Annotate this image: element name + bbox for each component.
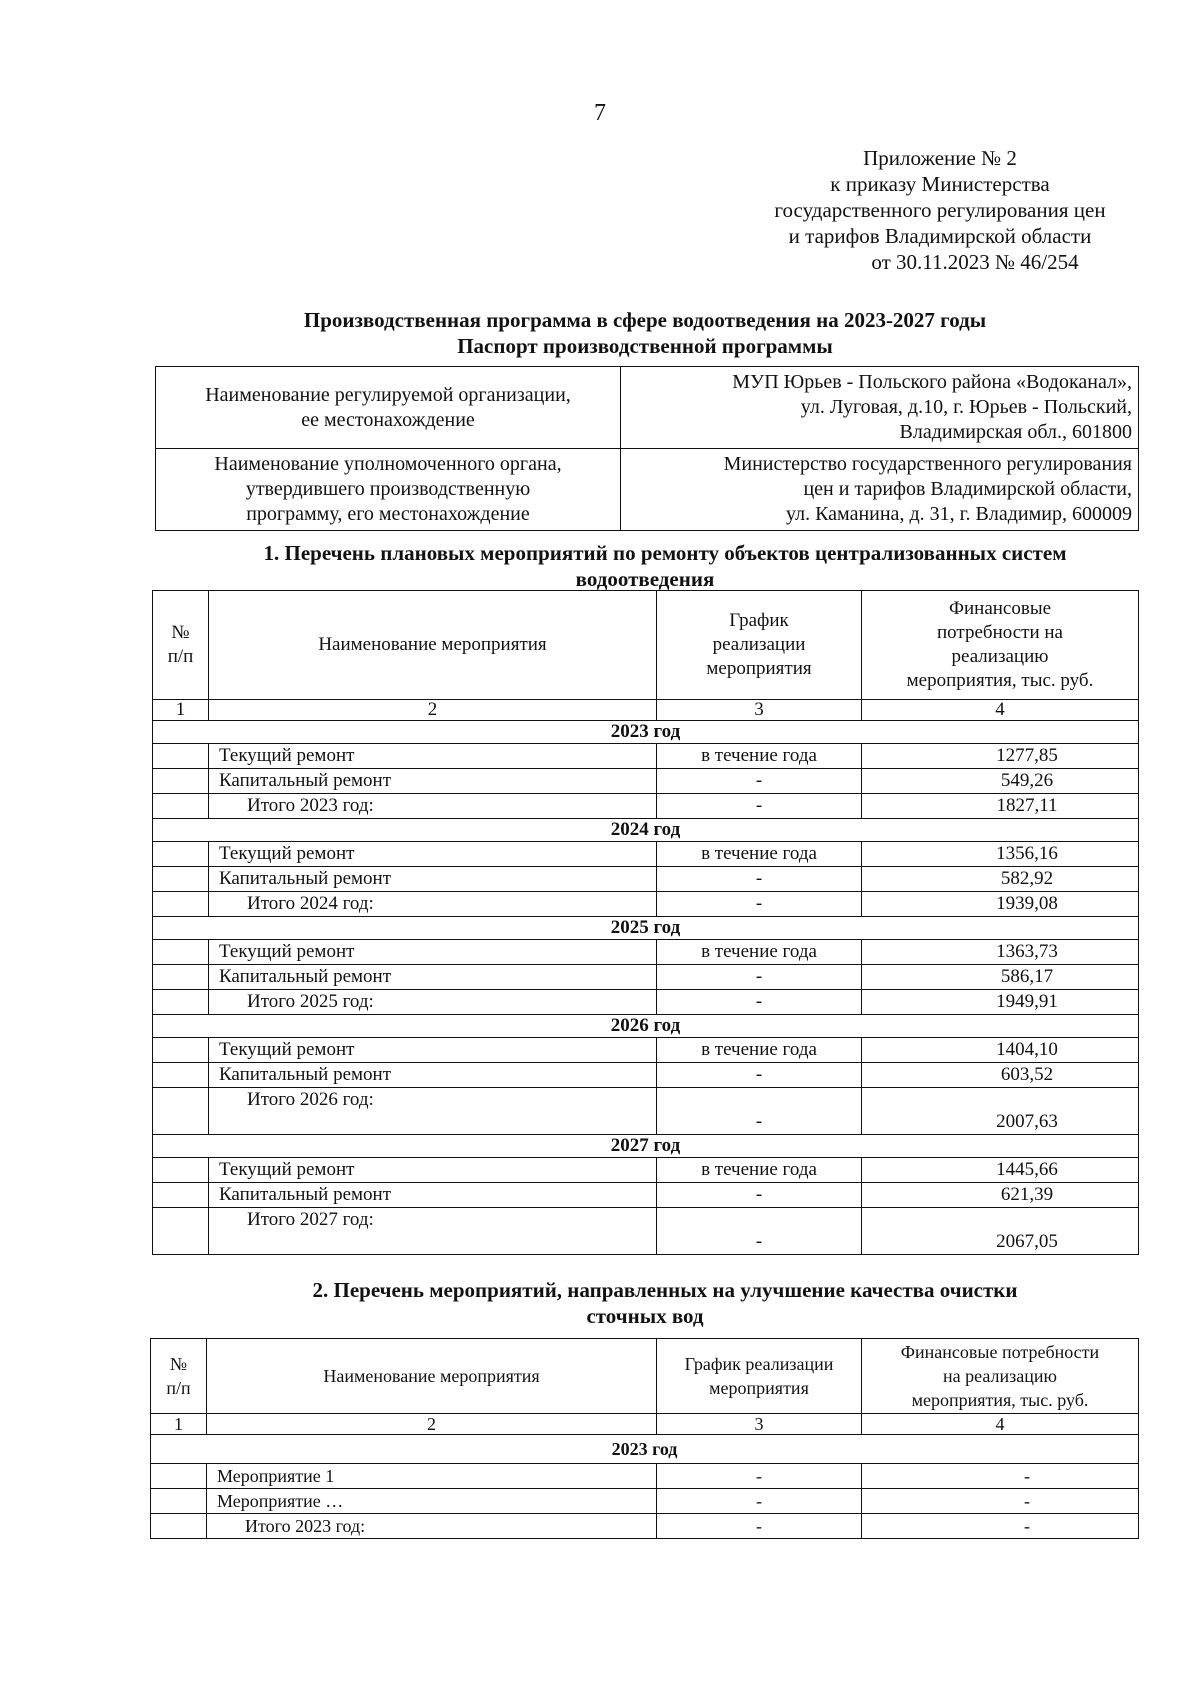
year-label: 2027 год <box>153 1135 1139 1158</box>
passport-label-line: ее местонахождение <box>301 408 475 431</box>
cell-schedule: в течение года <box>657 1038 862 1063</box>
cell-schedule: - <box>657 1063 862 1088</box>
cell-schedule: в течение года <box>657 940 862 965</box>
cell-num <box>151 1464 207 1489</box>
header-text: реализации <box>712 634 806 655</box>
section-1-title <box>150 540 1140 592</box>
cell-value: 586,17 <box>862 965 1139 990</box>
cell-schedule: - <box>657 892 862 917</box>
cell-schedule: - <box>657 1464 862 1489</box>
passport-value <box>621 449 1139 531</box>
passport-row-organization <box>156 367 1139 449</box>
cell-num <box>153 842 209 867</box>
year-row <box>153 819 1139 842</box>
cell-schedule: в течение года <box>657 1158 862 1183</box>
cell-num <box>153 1038 209 1063</box>
cell-value: 1356,16 <box>862 842 1139 867</box>
column-number-row <box>153 700 1139 721</box>
cleaning-measures-table <box>150 1338 1139 1539</box>
cell-value: - <box>862 1464 1139 1489</box>
cell-value: 582,92 <box>862 867 1139 892</box>
cell-name: Мероприятие 1 <box>207 1464 657 1489</box>
table-header-row <box>151 1339 1139 1414</box>
cell-num <box>153 1088 209 1135</box>
cell-value: - <box>862 1514 1139 1539</box>
passport-value-line: цен и тарифов Владимирской области, <box>803 478 1132 500</box>
header-finance <box>862 591 1139 700</box>
header-text: мероприятия, тыс. руб. <box>906 670 1094 691</box>
cell-schedule: - <box>657 1183 862 1208</box>
cell-schedule: - <box>657 1489 862 1514</box>
cell-num <box>153 965 209 990</box>
cell-num <box>153 892 209 917</box>
cell-schedule: в течение года <box>657 744 862 769</box>
cell-name: Капитальный ремонт <box>209 1183 657 1208</box>
document-title <box>150 307 1140 359</box>
annex-line: к приказу Министерства <box>830 172 1050 196</box>
title-line-2: Паспорт производственной программы <box>457 334 833 358</box>
header-text: п/п <box>167 646 194 667</box>
annex-line: и тарифов Владимирской области <box>788 224 1092 248</box>
column-number: 3 <box>657 1414 862 1435</box>
header-text: п/п <box>166 1378 191 1398</box>
cell-value: 2007,63 <box>862 1088 1139 1135</box>
table-row <box>151 1464 1139 1489</box>
cell-value: 1404,10 <box>862 1038 1139 1063</box>
cell-value: 1827,11 <box>862 794 1139 819</box>
cell-name: Итого 2026 год: <box>209 1088 657 1135</box>
header-num <box>153 591 209 700</box>
table-row-total <box>153 1088 1139 1135</box>
table-row <box>153 1158 1139 1183</box>
header-text: № <box>171 622 190 643</box>
header-num <box>151 1339 207 1414</box>
passport-label-line: программу, его местонахождение <box>246 503 530 525</box>
cell-num <box>151 1514 207 1539</box>
table-row <box>153 940 1139 965</box>
year-label: 2023 год <box>153 721 1139 744</box>
cell-value: 603,52 <box>862 1063 1139 1088</box>
year-label: 2025 год <box>153 917 1139 940</box>
header-text: реализацию <box>951 646 1049 667</box>
cell-schedule: в течение года <box>657 842 862 867</box>
cell-name: Мероприятие … <box>207 1489 657 1514</box>
header-text: № <box>169 1354 188 1374</box>
annex-block <box>720 145 1160 275</box>
passport-value-line: Владимирская обл., 601800 <box>899 421 1132 443</box>
table-row <box>153 1183 1139 1208</box>
section-title-line: 1. Перечень плановых мероприятий по ремонту объектов централизованных систем <box>263 541 1067 565</box>
repair-plan-table <box>152 590 1139 1255</box>
cell-num <box>153 769 209 794</box>
column-number: 3 <box>657 700 862 721</box>
table-row-total <box>151 1514 1139 1539</box>
cell-name: Текущий ремонт <box>209 1158 657 1183</box>
header-schedule <box>657 591 862 700</box>
table-row <box>151 1489 1139 1514</box>
annex-date: от 30.11.2023 № 46/254 <box>871 250 1079 274</box>
cell-name: Текущий ремонт <box>209 842 657 867</box>
passport-table <box>155 366 1139 531</box>
cell-value: 549,26 <box>862 769 1139 794</box>
table-row-total <box>153 892 1139 917</box>
section-title-line: сточных вод <box>586 1304 704 1328</box>
table-row <box>153 769 1139 794</box>
table-row <box>153 965 1139 990</box>
cell-num <box>153 1183 209 1208</box>
cell-num <box>151 1489 207 1514</box>
column-number: 2 <box>209 700 657 721</box>
cell-schedule: - <box>657 769 862 794</box>
cell-schedule: - <box>657 1208 862 1255</box>
cell-name: Итого 2025 год: <box>209 990 657 1015</box>
header-text: График реализации <box>684 1354 834 1374</box>
cell-num <box>153 1063 209 1088</box>
cell-name: Итого 2024 год: <box>209 892 657 917</box>
passport-value-line: ул. Луговая, д.10, г. Юрьев - Польский, <box>800 396 1132 418</box>
passport-value <box>621 367 1139 449</box>
header-name: Наименование мероприятия <box>209 591 657 700</box>
table-row <box>153 744 1139 769</box>
column-number-row <box>151 1414 1139 1435</box>
cell-value: 2067,05 <box>862 1208 1139 1255</box>
cell-name: Текущий ремонт <box>209 744 657 769</box>
cell-schedule: - <box>657 1088 862 1135</box>
cell-value: - <box>862 1489 1139 1514</box>
cell-value: 1277,85 <box>862 744 1139 769</box>
column-number: 4 <box>862 700 1139 721</box>
cell-num <box>153 744 209 769</box>
table-row-total <box>153 1208 1139 1255</box>
section-title-line: водоотведения <box>575 567 715 591</box>
cell-schedule: - <box>657 1514 862 1539</box>
annex-line: Приложение № 2 <box>863 146 1017 170</box>
cell-num <box>153 794 209 819</box>
header-text: на реализацию <box>943 1366 1057 1386</box>
table-header-row <box>153 591 1139 700</box>
header-text: мероприятия <box>706 658 812 679</box>
year-row <box>153 917 1139 940</box>
cell-name: Капитальный ремонт <box>209 867 657 892</box>
year-row <box>153 1135 1139 1158</box>
passport-label-line: Наименование регулируемой организации, <box>205 383 571 406</box>
cell-schedule: - <box>657 794 862 819</box>
cell-name: Текущий ремонт <box>209 940 657 965</box>
cell-schedule: - <box>657 990 862 1015</box>
header-text: потребности на <box>937 622 1063 643</box>
cell-schedule: - <box>657 867 862 892</box>
passport-label <box>156 367 621 449</box>
header-finance <box>862 1339 1139 1414</box>
header-text: мероприятия <box>709 1378 809 1398</box>
cell-value: 621,39 <box>862 1183 1139 1208</box>
passport-value-line: ул. Каманина, д. 31, г. Владимир, 600009 <box>786 503 1132 525</box>
passport-label <box>156 449 621 531</box>
table-row-total <box>153 794 1139 819</box>
cell-num <box>153 1208 209 1255</box>
table-row-total <box>153 990 1139 1015</box>
header-text: Финансовые <box>948 598 1052 619</box>
header-text: мероприятия, тыс. руб. <box>911 1390 1089 1410</box>
section-title-line: 2. Перечень мероприятий, направленных на улучшение качества очистки <box>312 1278 1018 1302</box>
table-row <box>153 1038 1139 1063</box>
table-row <box>153 842 1139 867</box>
cell-schedule: - <box>657 965 862 990</box>
annex-line: государственного регулирования цен <box>774 198 1106 222</box>
cell-num <box>153 940 209 965</box>
header-text: Финансовые потребности <box>900 1342 1100 1362</box>
passport-label-line: Наименование уполномоченного органа, <box>214 453 562 475</box>
cell-name: Итого 2027 год: <box>209 1208 657 1255</box>
table-row <box>153 867 1139 892</box>
year-label: 2024 год <box>153 819 1139 842</box>
cell-num <box>153 1158 209 1183</box>
header-schedule <box>657 1339 862 1414</box>
cell-num <box>153 867 209 892</box>
column-number: 4 <box>862 1414 1139 1435</box>
passport-label-line: утвердившего производственную <box>245 478 531 500</box>
column-number: 1 <box>151 1414 207 1435</box>
passport-value-line: МУП Юрьев - Польского района «Водоканал», <box>732 371 1132 393</box>
year-row <box>153 721 1139 744</box>
year-row <box>153 1015 1139 1038</box>
cell-name: Капитальный ремонт <box>209 769 657 794</box>
table-row <box>153 1063 1139 1088</box>
cell-name: Капитальный ремонт <box>209 965 657 990</box>
cell-value: 1363,73 <box>862 940 1139 965</box>
passport-row-authority <box>156 449 1139 531</box>
column-number: 2 <box>207 1414 657 1435</box>
year-row <box>151 1435 1139 1464</box>
column-number: 1 <box>153 700 209 721</box>
cell-name: Капитальный ремонт <box>209 1063 657 1088</box>
cell-value: 1445,66 <box>862 1158 1139 1183</box>
header-text: График <box>729 610 789 631</box>
title-line-1: Производственная программа в сфере водоотведения на 2023-2027 годы <box>303 308 987 332</box>
section-2-title <box>150 1277 1140 1329</box>
header-name: Наименование мероприятия <box>207 1339 657 1414</box>
year-label: 2026 год <box>153 1015 1139 1038</box>
cell-name: Итого 2023 год: <box>207 1514 657 1539</box>
passport-value-line: Министерство государственного регулирования <box>723 453 1132 475</box>
year-label: 2023 год <box>151 1435 1139 1464</box>
cell-name: Текущий ремонт <box>209 1038 657 1063</box>
page-number: 7 <box>594 100 606 126</box>
cell-num <box>153 990 209 1015</box>
cell-name: Итого 2023 год: <box>209 794 657 819</box>
cell-value: 1949,91 <box>862 990 1139 1015</box>
cell-value: 1939,08 <box>862 892 1139 917</box>
